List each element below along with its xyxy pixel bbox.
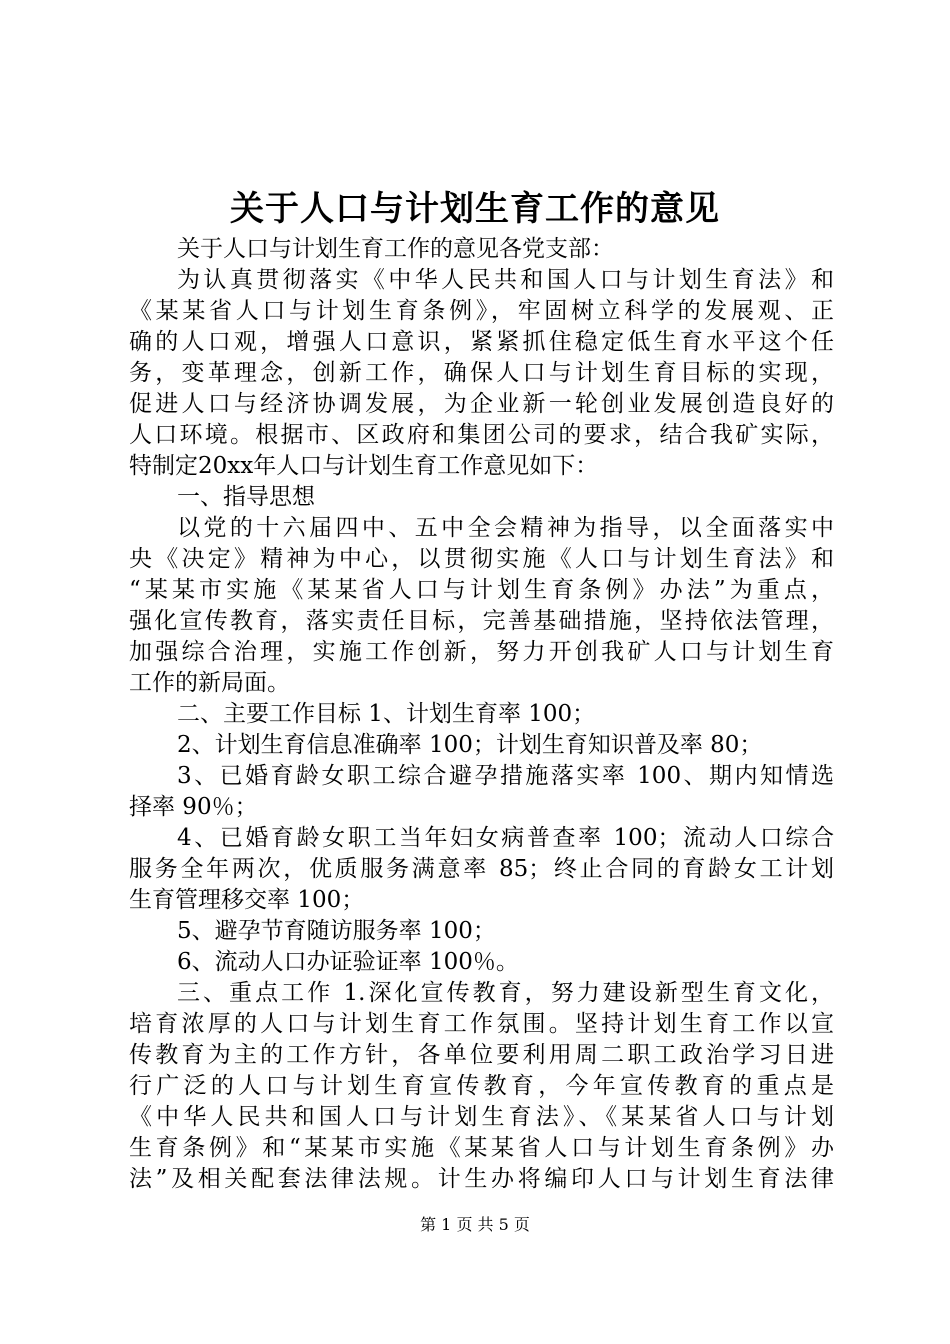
body-line: 为认真贯彻落实《中华人民共和国人口与计划生育法》和 — [177, 267, 834, 293]
body-line: 以党的十六届四中、五中全会精神为指导，以全面落实中 — [177, 515, 834, 541]
body-line: 《某某省人口与计划生育条例》，牢固树立科学的发展观、正 — [129, 298, 834, 324]
body-line: 生育管理移交率 100； — [129, 887, 365, 913]
document-title: 关于人口与计划生育工作的意见 — [230, 189, 720, 229]
body-line: 三、重点工作 1.深化宣传教育，努力建设新型生育文化， — [177, 980, 834, 1006]
body-line: 2、计划生育信息准确率 100；计划生育知识普及率 80； — [177, 732, 763, 758]
body-line: 行广泛的人口与计划生育宣传教育，今年宣传教育的重点是 — [129, 1073, 834, 1099]
body-line: 培育浓厚的人口与计划生育工作氛围。坚持计划生育工作以宣 — [129, 1011, 834, 1037]
body-line: 关于人口与计划生育工作的意见各党支部： — [177, 236, 614, 262]
body-line: 3、已婚育龄女职工综合避孕措施落实率 100、期内知情选 — [177, 763, 834, 789]
body-line: 确的人口观，增强人口意识，紧紧抓住稳定低生育水平这个任 — [129, 329, 834, 355]
body-line: 生育条例》和“某某市实施《某某省人口与计划生育条例》办 — [129, 1135, 834, 1161]
body-line: 4、已婚育龄女职工当年妇女病普查率 100；流动人口综合 — [177, 825, 834, 851]
body-line: 务，变革理念，创新工作，确保人口与计划生育目标的实现， — [129, 360, 834, 386]
page-footer: 第 1 页 共 5 页 — [420, 1215, 530, 1234]
body-line: 央《决定》精神为中心，以贯彻实施《人口与计划生育法》和 — [129, 546, 834, 572]
body-line: 人口环境。根据市、区政府和集团公司的要求，结合我矿实际， — [129, 422, 834, 448]
document-body — [129, 234, 834, 1195]
body-line: 法”及相关配套法律法规。计生办将编印人口与计划生育法律 — [129, 1166, 834, 1192]
body-line: 强化宣传教育，落实责任目标，完善基础措施，坚持依法管理， — [129, 608, 834, 634]
body-line: 特制定20xx年人口与计划生育工作意见如下： — [129, 453, 599, 479]
body-line: 一、指导思想 — [177, 484, 315, 510]
body-line: 5、避孕节育随访服务率 100； — [177, 918, 496, 944]
body-line: 《中华人民共和国人口与计划生育法》、《某某省人口与计划 — [129, 1104, 834, 1130]
body-line: 促进人口与经济协调发展，为企业新一轮创业发展创造良好的 — [129, 391, 834, 417]
body-line: 6、流动人口办证验证率 100％。 — [177, 949, 519, 975]
body-line: “某某市实施《某某省人口与计划生育条例》办法”为重点， — [129, 577, 834, 603]
body-line: 择率 90％； — [129, 794, 258, 820]
body-line: 二、主要工作目标 1、计划生育率 100； — [177, 701, 596, 727]
body-line: 服务全年两次，优质服务满意率 85；终止合同的育龄女工计划 — [129, 856, 834, 882]
body-line: 工作的新局面。 — [129, 670, 290, 696]
body-line: 加强综合治理，实施工作创新，努力开创我矿人口与计划生育 — [129, 639, 834, 665]
body-line: 传教育为主的工作方针，各单位要利用周二职工政治学习日进 — [129, 1042, 834, 1068]
